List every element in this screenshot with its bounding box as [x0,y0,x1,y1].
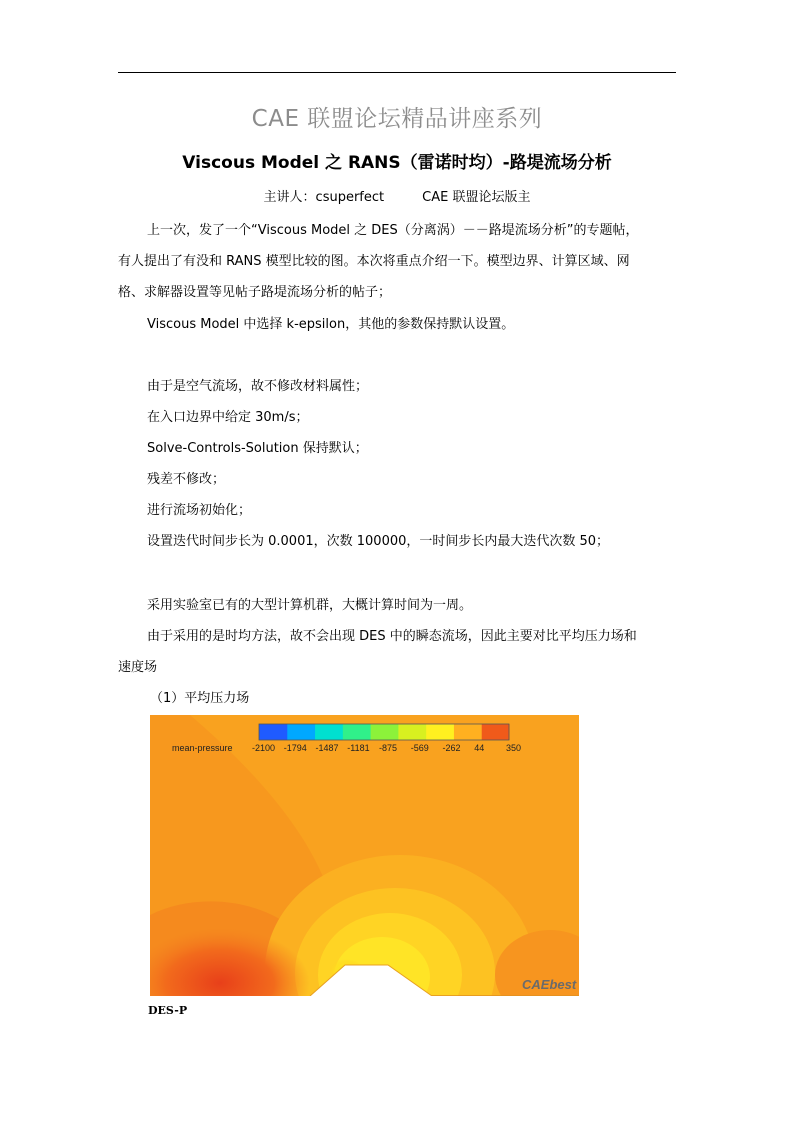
document-title: Viscous Model 之 RANS（雷诺时均）-路堤流场分析 [182,153,612,173]
colorbar-segment [426,724,454,740]
watermark-logo: CAEbest [522,977,577,992]
paragraph-1-line-1: 上一次，发了一个“Viscous Model 之 DES（分离涡）－－路堤流场分析”的专题帖， [147,223,639,238]
colorbar-tick-label: -875 [379,743,398,753]
paragraph-1-line-2: 有人提出了有没和 RANS 模型比较的图。本次将重点介绍一下。模型边界、计算区域、网 [118,254,630,269]
setting-line-1: 由于是空气流场，故不修改材料属性； [147,379,369,394]
series-header: CAE 联盟论坛精品讲座系列 [251,106,543,132]
colorbar-segment [453,724,481,740]
speaker-line [0,186,794,205]
colorbar-tick-label: -1181 [347,743,370,753]
colorbar [259,724,510,740]
colorbar-ticks [252,743,521,753]
figure-caption: DES-P [148,1004,188,1017]
mean-pressure-contour-figure [150,715,579,996]
speaker-name: 主讲人：csuperfect [263,190,385,205]
colorbar-tick-label: -1794 [283,743,307,753]
paragraph-2: Viscous Model 中选择 k-epsilon，其他的参数保持默认设置。 [147,317,515,332]
colorbar-segment [259,724,287,740]
paragraph-1-line-3: 格、求解器设置等见帖子路堤流场分析的帖子； [118,285,392,300]
colorbar-segment [287,724,315,740]
colorbar-segment [315,724,343,740]
colorbar-tick-label: -569 [410,743,429,753]
paragraph-3: 采用实验室已有的大型计算机群，大概计算时间为一周。 [147,598,473,613]
speaker-role: CAE 联盟论坛版主 [422,190,531,205]
setting-line-6: 设置迭代时间步长为 0.0001，次数 100000，一时间步长内最大迭代次数 50； [147,534,610,549]
setting-line-4: 残差不修改； [147,472,226,487]
colorbar-tick-label: -262 [442,743,461,753]
header-rule [118,72,676,73]
section-heading-mean-pressure: （1）平均压力场 [150,691,250,706]
contour-plot [150,715,579,996]
colorbar-tick-label: -2100 [252,743,276,753]
paragraph-4-line-2: 速度场 [118,660,158,675]
paragraph-4-line-1: 由于采用的是时均方法，故不会出现 DES 中的瞬态流场，因此主要对比平均压力场和 [147,629,637,644]
colorbar-tick-label: -1487 [315,743,339,753]
colorbar-tick-label: 350 [506,743,522,753]
setting-line-5: 进行流场初始化； [147,503,252,518]
colorbar-segment [481,724,509,740]
colorbar-segment [342,724,370,740]
colorbar-segment [398,724,426,740]
setting-line-3: Solve-Controls-Solution 保持默认； [147,441,368,456]
setting-line-2: 在入口边界中给定 30m/s； [147,410,309,425]
colorbar-segment [370,724,398,740]
colorbar-tick-label: 44 [474,743,485,753]
colorbar-title: mean-pressure [172,743,233,753]
